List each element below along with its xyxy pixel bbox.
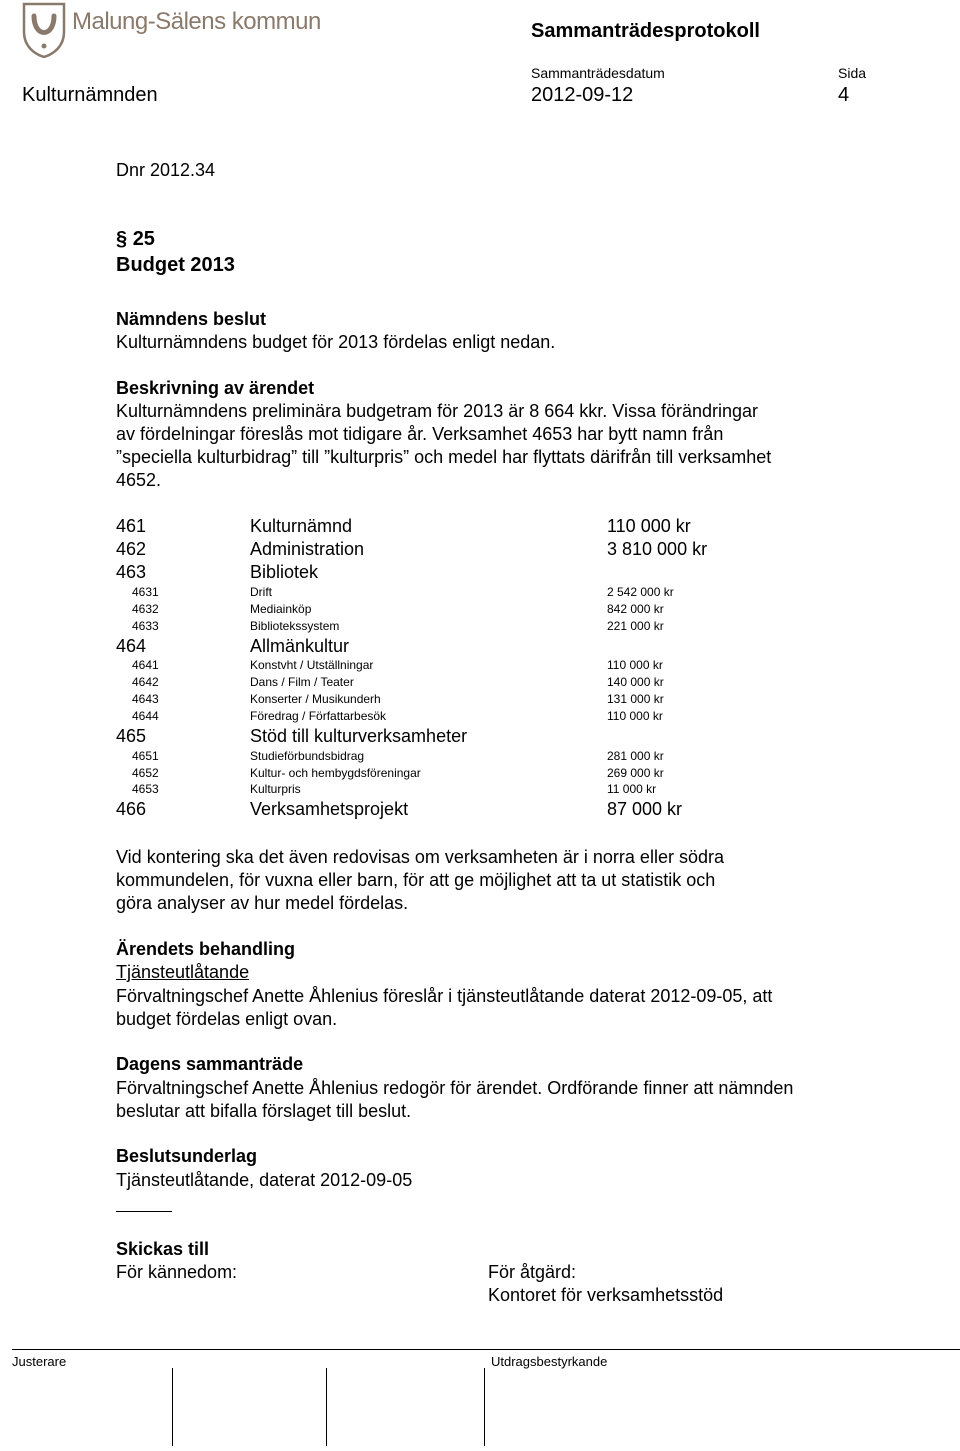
budget-amount: 131 000 kr bbox=[607, 692, 664, 706]
budget-name: Kulturnämnd bbox=[250, 516, 353, 536]
budget-amount: 87 000 kr bbox=[607, 799, 683, 819]
budget-code: 4633 bbox=[132, 619, 159, 633]
budget-name: Föredrag / Författarbesök bbox=[250, 709, 387, 723]
paragraph-number-value: 25 bbox=[132, 228, 155, 250]
budget-code: 4641 bbox=[132, 658, 159, 672]
budget-row bbox=[0, 516, 960, 539]
budget-name: Studieförbundsbidrag bbox=[250, 749, 365, 763]
budget-amount: 281 000 kr bbox=[607, 749, 664, 763]
budget-row bbox=[0, 726, 960, 749]
budget-row bbox=[0, 675, 960, 692]
budget-amount: 140 000 kr bbox=[607, 675, 664, 689]
signature-divider bbox=[172, 1368, 173, 1446]
description-heading: Beskrivning av ärendet bbox=[116, 378, 315, 398]
budget-row bbox=[0, 782, 960, 799]
budget-name: Konserter / Musikunderh bbox=[250, 692, 381, 706]
horseshoe-crest-icon bbox=[22, 2, 66, 58]
budget-amount: 3 810 000 kr bbox=[607, 539, 708, 559]
budget-row bbox=[0, 692, 960, 709]
adjusters-label: Justerare bbox=[12, 1354, 67, 1369]
signature-divider bbox=[484, 1368, 485, 1446]
budget-amount: 11 000 kr bbox=[607, 782, 657, 796]
budget-code: 4632 bbox=[132, 602, 159, 616]
budget-code: 465 bbox=[116, 726, 147, 746]
footer-rule bbox=[12, 1349, 960, 1350]
budget-row bbox=[0, 562, 960, 585]
page-label: Sida bbox=[838, 65, 867, 81]
budget-amount: 110 000 kr bbox=[607, 516, 691, 536]
budget-row bbox=[0, 799, 960, 822]
budget-code: 4651 bbox=[132, 749, 159, 763]
budget-row bbox=[0, 602, 960, 619]
case-number: Dnr 2012.34 bbox=[116, 160, 216, 180]
budget-code: 4643 bbox=[132, 692, 159, 706]
committee-name: Kulturnämnden bbox=[22, 84, 158, 106]
budget-row bbox=[0, 585, 960, 602]
action-label: För åtgärd: bbox=[488, 1262, 577, 1282]
handling-line: Förvaltningschef Anette Åhlenius föreslår i tjänsteutlåtande daterat 2012-09-05, att bbox=[116, 986, 773, 1006]
signature-divider bbox=[326, 1368, 327, 1446]
budget-code: 4652 bbox=[132, 766, 159, 780]
budget-code: 4631 bbox=[132, 585, 159, 599]
accounting-note-line: göra analyser av hur medel fördelas. bbox=[116, 893, 409, 913]
description-line: Kulturnämndens preliminära budgetram för 2013 är 8 664 kkr. Vissa förändringar bbox=[116, 401, 759, 421]
budget-amount: 269 000 kr bbox=[607, 766, 664, 780]
budget-row bbox=[0, 658, 960, 675]
budget-name: Kulturpris bbox=[250, 782, 301, 796]
budget-code: 464 bbox=[116, 636, 147, 656]
budget-name: Konstvht / Utställningar bbox=[250, 658, 374, 672]
meeting-heading: Dagens sammanträde bbox=[116, 1054, 304, 1074]
basis-heading: Beslutsunderlag bbox=[116, 1146, 258, 1166]
budget-name: Verksamhetsprojekt bbox=[250, 799, 409, 819]
budget-row bbox=[0, 749, 960, 766]
budget-row bbox=[0, 619, 960, 636]
description-line: 4652. bbox=[116, 470, 162, 490]
decision-text: Kulturnämndens budget för 2013 fördelas enligt nedan. bbox=[116, 332, 556, 352]
budget-name: Stöd till kulturverksamheter bbox=[250, 726, 468, 746]
certifier-label: Utdragsbestyrkande bbox=[491, 1354, 608, 1369]
budget-code: 461 bbox=[116, 516, 147, 536]
handling-heading: Ärendets behandling bbox=[116, 939, 296, 959]
budget-code: 4642 bbox=[132, 675, 159, 689]
budget-row bbox=[0, 636, 960, 659]
description-line: av fördelningar föreslås mot tidigare år. Verksamhet 4653 har bytt namn från bbox=[116, 424, 724, 444]
budget-amount: 2 542 000 kr bbox=[607, 585, 674, 599]
budget-amount: 110 000 kr bbox=[607, 709, 663, 723]
budget-row bbox=[0, 766, 960, 783]
meeting-line: beslutar att bifalla förslaget till beslut. bbox=[116, 1101, 412, 1121]
budget-name: Allmänkultur bbox=[250, 636, 350, 656]
budget-name: Drift bbox=[250, 585, 272, 599]
accounting-note-line: Vid kontering ska det även redovisas om verksamheten är i norra eller södra bbox=[116, 847, 724, 867]
budget-amount: 842 000 kr bbox=[607, 602, 664, 616]
action-recipient: Kontoret för verksamhetsstöd bbox=[488, 1285, 724, 1305]
budget-amount: 221 000 kr bbox=[607, 619, 664, 633]
paragraph-title: Budget 2013 bbox=[116, 254, 235, 276]
section-sign: § bbox=[116, 228, 128, 250]
budget-code: 466 bbox=[116, 799, 147, 819]
basis-text: Tjänsteutlåtande, daterat 2012-09-05 bbox=[116, 1170, 413, 1190]
budget-code: 463 bbox=[116, 562, 147, 582]
budget-code: 462 bbox=[116, 539, 147, 559]
decision-heading: Nämndens beslut bbox=[116, 309, 267, 329]
budget-name: Mediainköp bbox=[250, 602, 312, 616]
page-number: 4 bbox=[838, 84, 850, 106]
accounting-note-line: kommundelen, för vuxna eller barn, för att ge möjlighet att ta ut statistik och bbox=[116, 870, 716, 890]
budget-name: Kultur- och hembygdsföreningar bbox=[250, 766, 421, 780]
budget-name: Dans / Film / Teater bbox=[250, 675, 354, 689]
info-label: För kännedom: bbox=[116, 1262, 238, 1282]
budget-name: Administration bbox=[250, 539, 365, 559]
budget-name: Bibliotek bbox=[250, 562, 319, 582]
date-label: Sammanträdesdatum bbox=[531, 65, 665, 81]
budget-row bbox=[0, 709, 960, 726]
handling-line: budget fördelas enligt ovan. bbox=[116, 1009, 338, 1029]
municipality-name: Malung-Sälens kommun bbox=[72, 8, 321, 35]
budget-code: 4653 bbox=[132, 782, 159, 796]
budget-name: Bibliotekssystem bbox=[250, 619, 340, 633]
separator-line bbox=[116, 1211, 172, 1212]
meeting-line: Förvaltningschef Anette Åhlenius redogör för ärendet. Ordförande finner att nämnden bbox=[116, 1078, 794, 1098]
handling-subheading: Tjänsteutlåtande bbox=[116, 962, 250, 982]
description-line: ”speciella kulturbidrag” till ”kulturpris” och medel har flyttats därifrån till verksamhet bbox=[116, 447, 772, 467]
meeting-date: 2012-09-12 bbox=[531, 84, 634, 106]
document-title: Sammanträdesprotokoll bbox=[531, 20, 760, 42]
sent-to-heading: Skickas till bbox=[116, 1239, 210, 1259]
municipality-logo bbox=[22, 2, 322, 60]
budget-row bbox=[0, 539, 960, 562]
budget-code: 4644 bbox=[132, 709, 159, 723]
paragraph-number bbox=[116, 228, 155, 251]
budget-amount: 110 000 kr bbox=[607, 658, 663, 672]
